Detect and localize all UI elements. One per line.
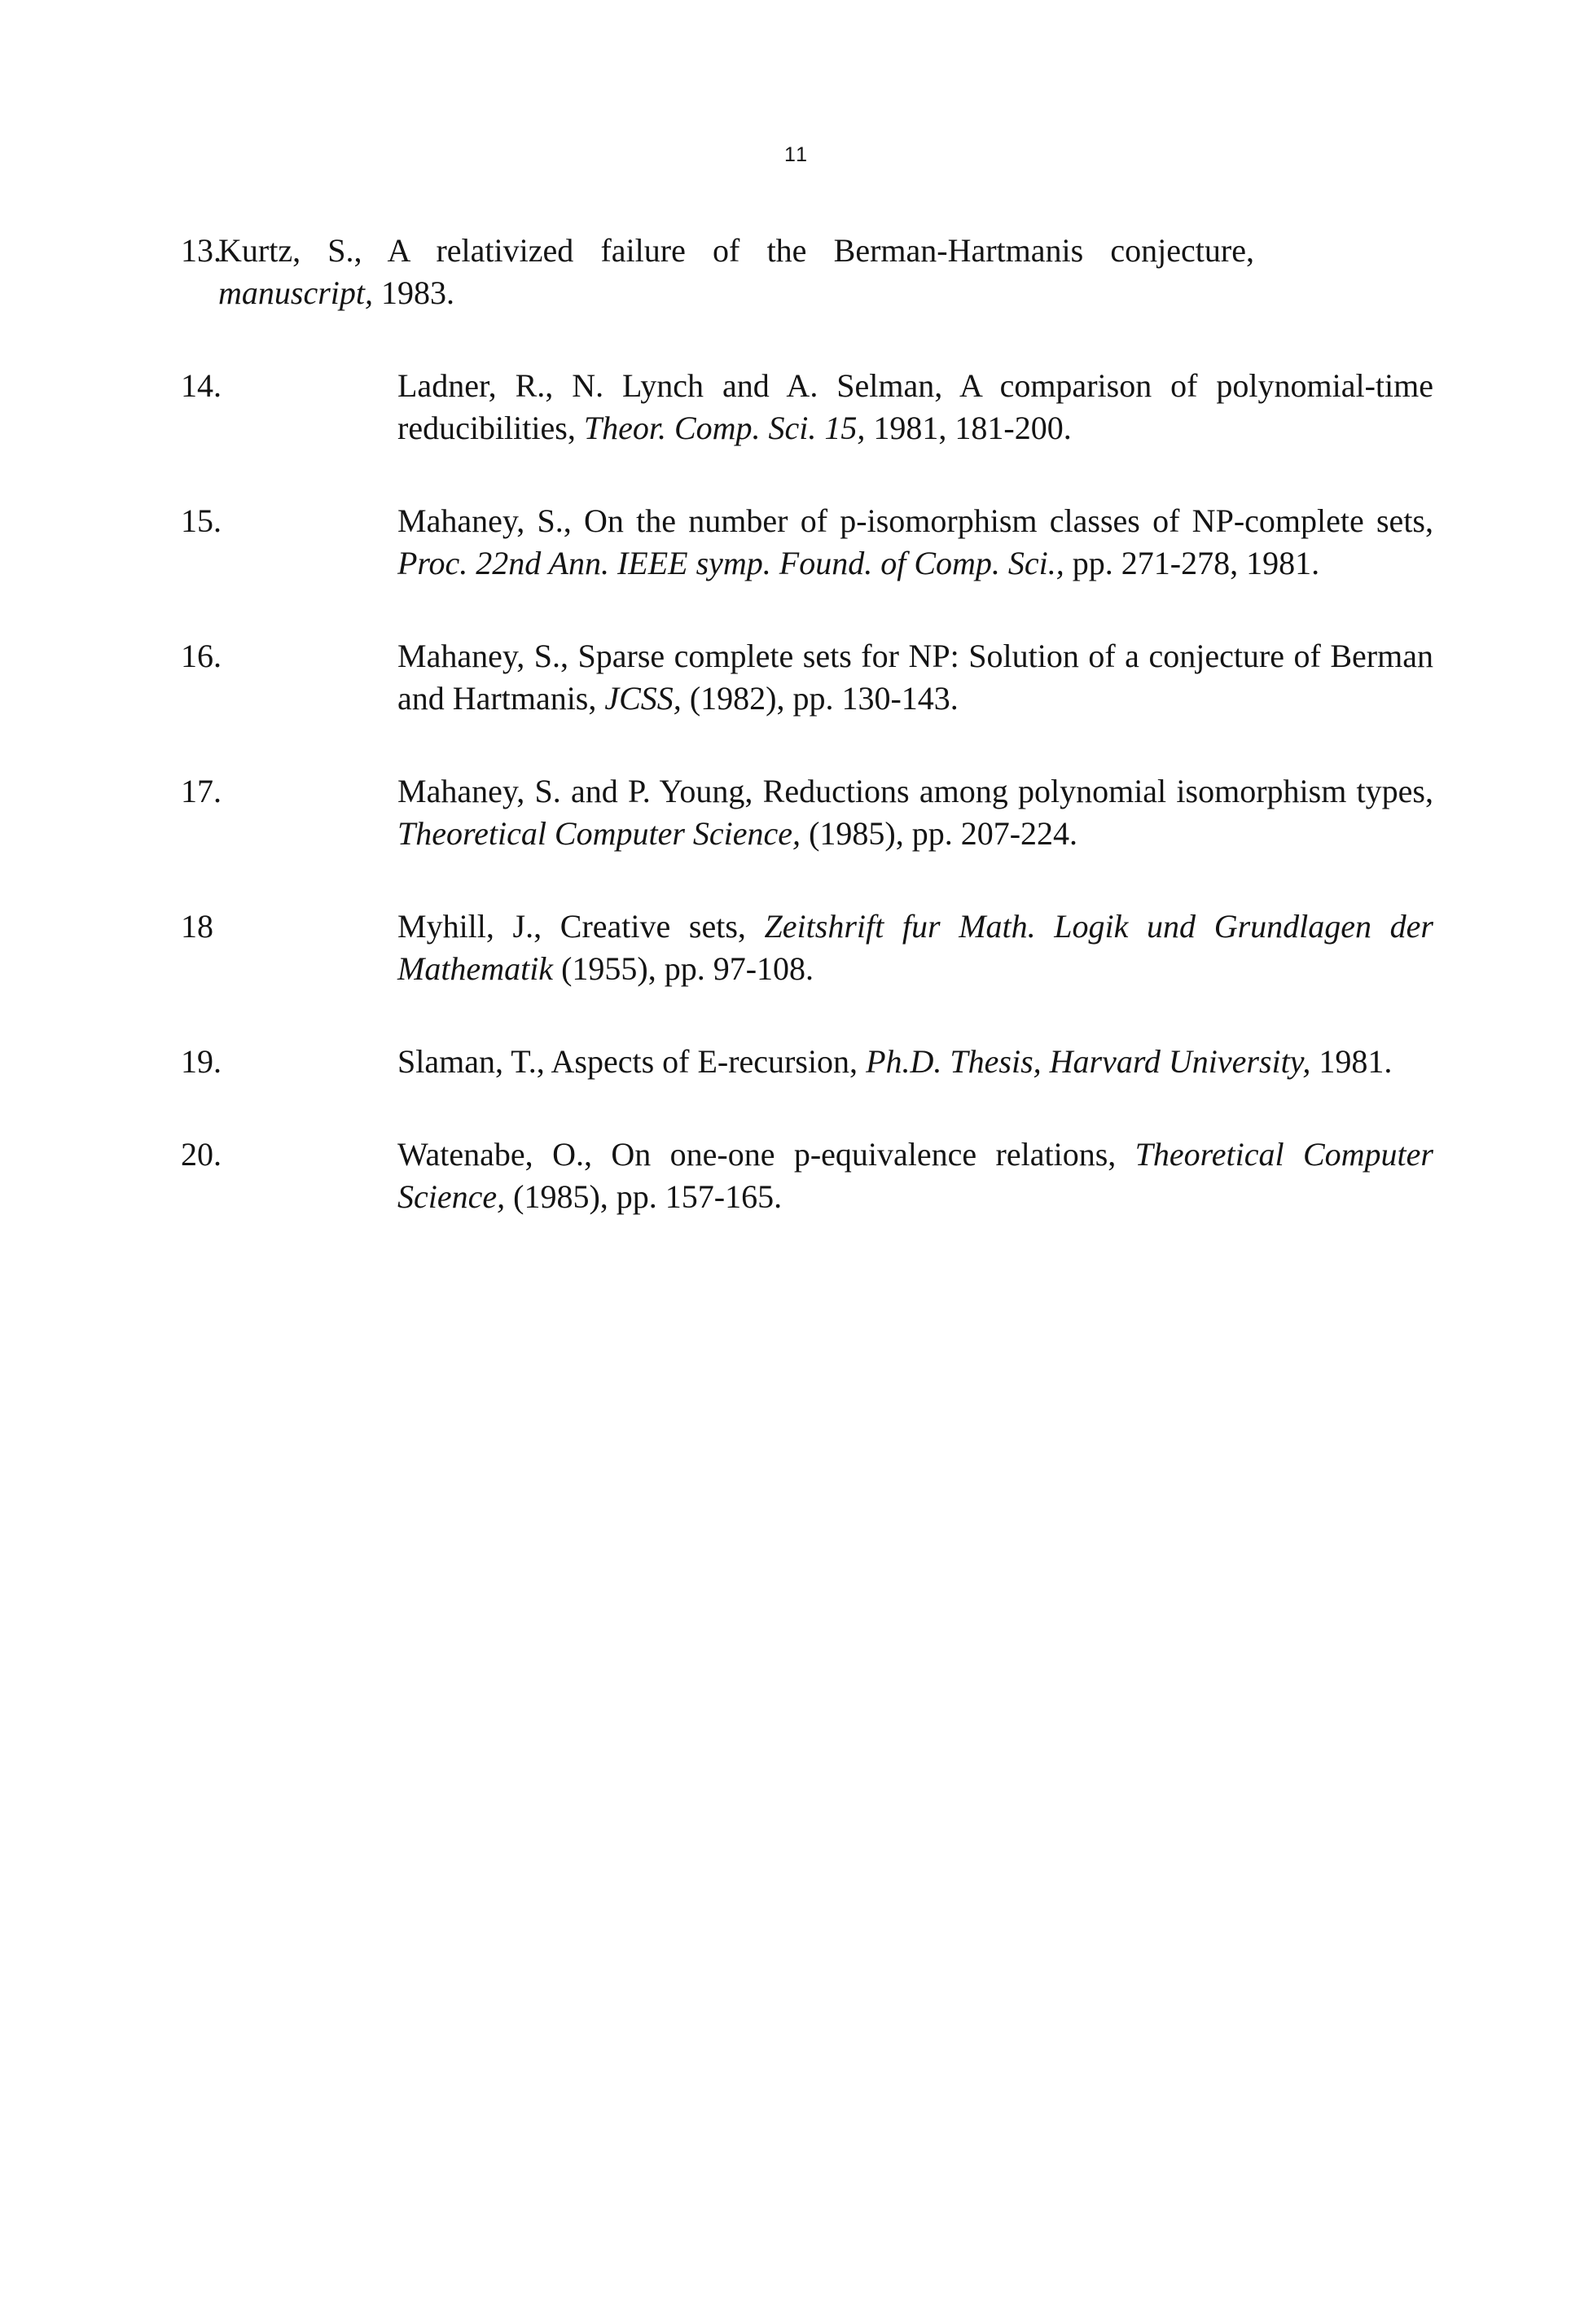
reference-text-part: 1983.	[373, 274, 454, 311]
reference-item	[181, 365, 1435, 449]
reference-text-part: Ladner, R., N. Lynch and A. Selman, A comparison of polynomial-time reducibilities,	[397, 367, 1433, 446]
reference-number: 16.	[181, 638, 222, 674]
reference-text-part: Ph.D. Thesis, Harvard University,	[866, 1043, 1311, 1080]
reference-text-part: Watenabe, O., On one-one p-equivalence relations,	[397, 1136, 1135, 1173]
reference-text	[397, 500, 1433, 585]
reference-text	[218, 230, 1254, 314]
reference-text-part: 1981.	[1310, 1043, 1393, 1080]
reference-text	[397, 365, 1433, 449]
reference-text-part: (1985), pp. 207-224.	[801, 815, 1078, 852]
reference-text-part: Mahaney, S. and P. Young, Reductions among polynomial isomorphism types,	[397, 773, 1433, 809]
reference-text-part: Theor. Comp. Sci. 15,	[583, 410, 866, 446]
reference-list	[181, 230, 1435, 1269]
reference-text	[397, 770, 1433, 855]
reference-number: 18	[181, 908, 213, 945]
reference-text	[397, 1041, 1433, 1083]
reference-item	[181, 1133, 1435, 1218]
reference-number: 15.	[181, 502, 222, 539]
reference-text-part: Myhill, J., Creative sets,	[397, 908, 765, 945]
reference-text-part: (1985), pp. 157-165.	[505, 1178, 783, 1215]
reference-item	[181, 635, 1435, 720]
reference-text-part: Proc. 22nd Ann. IEEE symp. Found. of Comp. Sci.,	[397, 545, 1064, 581]
reference-item	[181, 1041, 1435, 1083]
reference-number: 17.	[181, 773, 222, 809]
reference-text-part: Mahaney, S., Sparse complete sets for NP: Solution of a conjecture of Berman and Hartmanis,	[397, 638, 1433, 717]
reference-number: 14.	[181, 367, 222, 404]
reference-number: 19.	[181, 1043, 222, 1080]
reference-text-part: Theoretical Computer Science,	[397, 815, 801, 852]
reference-text-part: Zeitshrift fur Math. Logik und Grundlagen der Mathematik	[397, 908, 1433, 987]
reference-text-part: (1955), pp. 97-108.	[553, 950, 814, 987]
reference-item	[181, 905, 1435, 990]
reference-text-part: manuscript,	[218, 274, 373, 311]
reference-text	[397, 905, 1433, 990]
reference-item	[181, 770, 1435, 855]
reference-text-part: JCSS,	[604, 680, 682, 717]
reference-number: 13.	[181, 232, 222, 269]
reference-text-part: (1982), pp. 130-143.	[681, 680, 959, 717]
reference-text-part: Slaman, T., Aspects of E-recursion,	[397, 1043, 867, 1080]
reference-text-part: Kurtz, S., A relativized failure of the Berman-Hartmanis conjecture,	[218, 232, 1254, 269]
reference-text	[397, 1133, 1433, 1218]
reference-text-part: Theoretical Computer Science,	[397, 1136, 1433, 1215]
reference-item	[181, 500, 1435, 585]
reference-number: 20.	[181, 1136, 222, 1173]
page-number: 11	[784, 143, 809, 166]
reference-text-part: Mahaney, S., On the number of p-isomorphism classes of NP-complete sets,	[397, 502, 1433, 539]
reference-item	[181, 230, 1435, 314]
reference-text	[397, 635, 1433, 720]
reference-text-part: pp. 271-278, 1981.	[1064, 545, 1320, 581]
reference-text-part: 1981, 181-200.	[865, 410, 1072, 446]
